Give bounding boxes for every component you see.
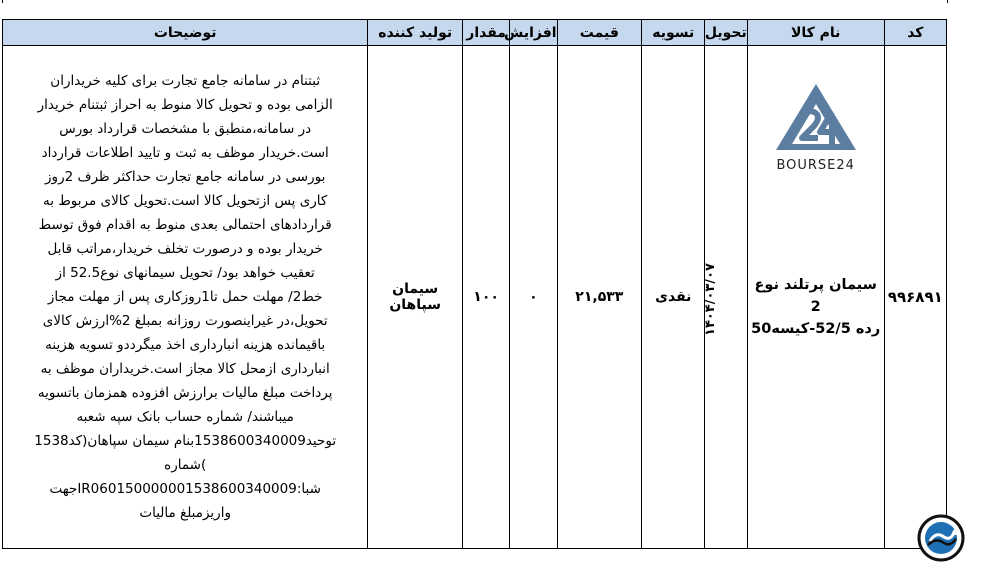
cell-code: ۹۹۶۸۹۱: [884, 46, 946, 549]
cell-producer: [368, 46, 463, 549]
cell-description: [3, 46, 368, 549]
description-line: قراردادهای احتمالی بعدی منوط به اقدام فوق توسط: [38, 217, 332, 233]
table-row: [3, 46, 947, 549]
header-producer: تولید کننده: [368, 20, 463, 46]
description-line: در سامانه،منطبق با مشخصات قرارداد بورس: [59, 121, 312, 137]
description-text: [3, 67, 367, 527]
header-quantity: مقدار: [462, 20, 509, 46]
bourse24-logo: [748, 82, 884, 173]
cell-settlement: نقدی: [642, 46, 705, 549]
top-border: [2, 0, 948, 3]
description-line: خریدار بوده و درصورت تخلف خریدار،مراتب قابل: [47, 241, 323, 257]
header-delivery: تحویل: [705, 20, 747, 46]
description-line: تحویل،در غیراینصورت روزانه بمبلغ 2%ارزش کالای: [42, 313, 328, 329]
description-line: کاری پس ازتحویل کالا است.تحویل کالای مربوط به: [43, 193, 328, 209]
description-line: شبا:IR060150000001538600340009جهت: [49, 481, 321, 497]
description-line: است.خریدار موظف به ثبت و تایید اطلاعات قرارداد: [41, 145, 329, 161]
description-line: تعقیب خواهد بود/ تحویل سیمانهای نوع52.5 از: [55, 265, 315, 281]
logo-text: BOURSE24: [776, 158, 855, 173]
description-line: الزامی بوده و تحویل کالا منوط به احراز ثبتنام خریدار: [37, 97, 333, 113]
description-line: میباشند/ شماره حساب بانک سپه شعبه: [76, 409, 294, 425]
producer-line2: سپاهان: [389, 297, 441, 313]
description-line: بورسی در سامانه جامع تجارت حداکثر ظرف 2روز: [45, 169, 326, 185]
header-description: توضیحات: [3, 20, 368, 46]
header-settlement: تسویه: [642, 20, 705, 46]
description-line: ثبتنام در سامانه جامع تجارت برای کلیه خریداران: [50, 73, 321, 89]
circular-arrows-badge-icon: [916, 513, 966, 563]
cell-quantity: ۱۰۰: [462, 46, 509, 549]
description-line: خط2/ مهلت حمل تا1روزکاری پس از مهلت مجاز: [47, 289, 323, 305]
header-row: [3, 20, 947, 46]
description-line: )شماره: [164, 457, 207, 473]
cell-delivery: [702, 46, 747, 549]
cell-price: ۲۱,۵۳۳: [557, 46, 642, 549]
logo-mark-icon: [774, 82, 858, 152]
description-line: پرداخت مبلغ مالیات برارزش افزوده همزمان باتسویه: [37, 385, 333, 401]
producer-line1: سیمان: [392, 281, 439, 297]
header-code: کد: [884, 20, 946, 46]
description-line: باقیمانده هزینه انبارداری اخذ میگرددو تسویه هزینه: [45, 337, 326, 353]
cell-increase: ۰: [510, 46, 557, 549]
market-table: [2, 19, 947, 549]
cell-product-name: [747, 46, 884, 549]
product-name: [748, 274, 884, 340]
header-increase: افزایش: [510, 20, 557, 46]
product-name-line1: سیمان پرتلند نوع 2: [754, 277, 877, 315]
header-product-name: نام کالا: [747, 20, 884, 46]
header-price: قیمت: [557, 20, 642, 46]
description-line: واریزمبلغ مالیات: [139, 505, 231, 521]
description-line: توحید1538600340009بنام سیمان سپاهان(کد1538: [34, 433, 337, 449]
delivery-date: ۱۴۰۴/۰۳/۰۷: [702, 262, 718, 336]
description-line: انبارداری ازمحل کالا مجاز است.خریداران موظف به: [40, 361, 330, 377]
product-name-line2: رده 52/5-کیسه50: [751, 321, 881, 337]
